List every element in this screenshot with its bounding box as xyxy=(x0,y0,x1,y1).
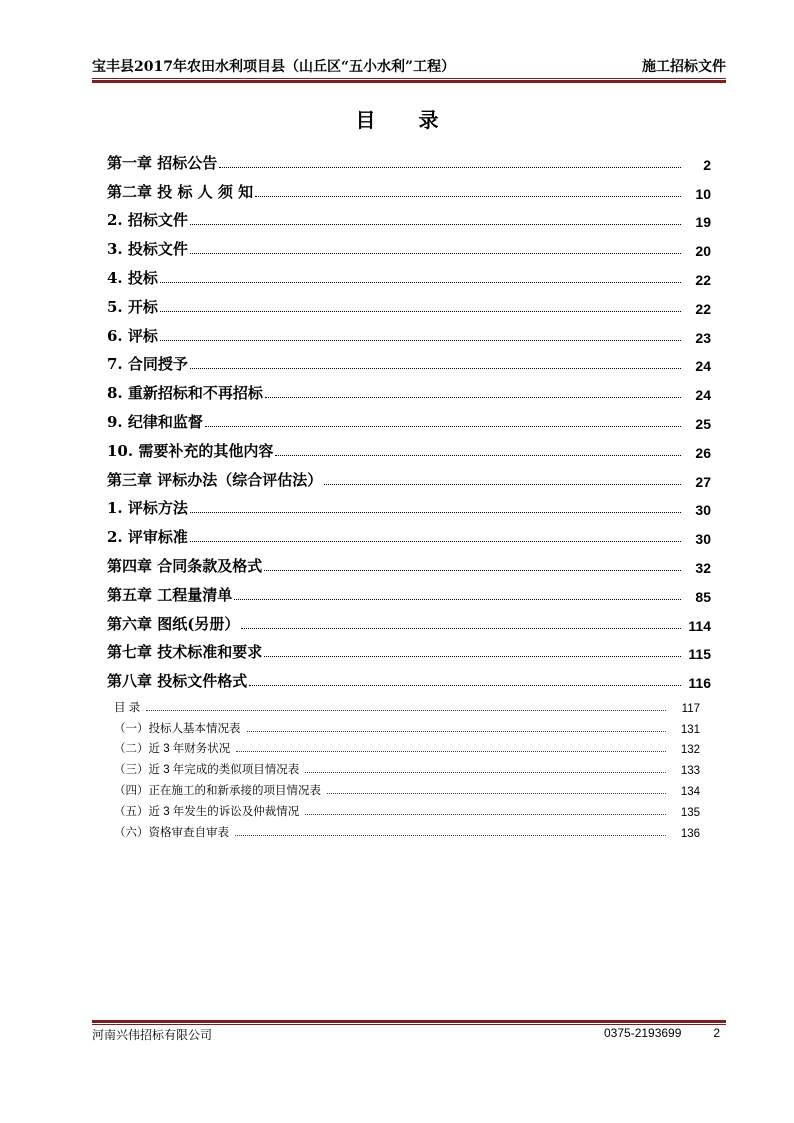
toc-entry-page: 25 xyxy=(695,415,711,432)
dot-leader xyxy=(324,484,681,485)
toc-entry[interactable] xyxy=(107,662,711,691)
toc-entry-label: 4. 投标 xyxy=(107,268,158,287)
toc-entry-page: 24 xyxy=(695,358,711,375)
dot-leader xyxy=(305,772,666,773)
toc-sub-entry[interactable] xyxy=(114,715,700,736)
toc-entry-label: （五）近 3 年发生的诉讼及仲裁情况 xyxy=(114,805,300,818)
header-rule-thin xyxy=(92,78,726,79)
dot-leader xyxy=(247,731,667,732)
toc-entry[interactable] xyxy=(107,317,711,346)
toc-entry-label: 第四章 合同条款及格式 xyxy=(107,556,263,575)
dot-leader xyxy=(205,426,681,427)
toc-entry[interactable] xyxy=(107,346,711,375)
dot-leader xyxy=(160,311,681,312)
toc-entry[interactable] xyxy=(107,547,711,576)
toc-sub-entry[interactable] xyxy=(114,819,700,840)
toc-entry-page: 136 xyxy=(680,827,700,840)
dot-leader xyxy=(190,512,681,513)
document-type: 施工招标文件 xyxy=(642,59,726,75)
dot-leader xyxy=(160,340,681,341)
toc-entry-label: 8. 重新招标和不再招标 xyxy=(107,384,263,403)
toc-entry-page: 135 xyxy=(680,806,700,819)
toc-entry-label: （一）投标人基本情况表 xyxy=(114,722,241,735)
dot-leader xyxy=(249,685,681,686)
dot-leader xyxy=(255,196,681,197)
toc-entry-page: 22 xyxy=(695,271,711,288)
toc-entry-label: 7. 合同授予 xyxy=(107,355,188,374)
dot-leader xyxy=(235,835,666,836)
toc-entry-page: 24 xyxy=(695,387,711,404)
toc-entry[interactable] xyxy=(107,173,711,202)
toc-entry[interactable] xyxy=(107,461,711,490)
dot-leader xyxy=(241,628,681,629)
toc-sub-entry[interactable] xyxy=(114,694,700,715)
dot-leader xyxy=(327,793,666,794)
toc-entry-label: 1. 评标方法 xyxy=(107,499,188,518)
dot-leader xyxy=(160,282,681,283)
dot-leader xyxy=(264,656,681,657)
toc-entry[interactable] xyxy=(107,432,711,461)
dot-leader xyxy=(190,368,681,369)
dot-leader xyxy=(236,751,666,752)
page-footer xyxy=(92,1026,726,1044)
toc-entry-label: 2. 招标文件 xyxy=(107,211,188,230)
toc-entry-label: （二）近 3 年财务状况 xyxy=(114,743,231,756)
toc-entry[interactable] xyxy=(107,605,711,634)
toc-entry-label: （三）近 3 年完成的类似项目情况表 xyxy=(114,764,300,777)
dot-leader xyxy=(265,397,681,398)
toc-entry-label: 第二章 投 标 人 须 知 xyxy=(107,182,254,201)
toc-entry-label: 第七章 技术标准和要求 xyxy=(107,643,263,662)
toc-entry-label: （六）资格审查自审表 xyxy=(114,826,229,839)
dot-leader xyxy=(146,710,666,711)
dot-leader xyxy=(190,253,681,254)
toc-entry[interactable] xyxy=(107,230,711,259)
toc-entry-label: 3. 投标文件 xyxy=(107,240,188,259)
toc-sub-entry[interactable] xyxy=(114,756,700,777)
footer-phone: 0375-2193699 xyxy=(604,1026,682,1040)
toc-main-list xyxy=(107,144,711,691)
toc-entry[interactable] xyxy=(107,490,711,519)
toc-entry-page: 115 xyxy=(688,646,711,663)
toc-entry[interactable] xyxy=(107,259,711,288)
toc-entry-page: 132 xyxy=(680,744,700,757)
toc-entry-label: 第六章 图纸(另册） xyxy=(107,614,240,633)
toc-entry[interactable] xyxy=(107,576,711,605)
toc-sub-entry[interactable] xyxy=(114,736,700,757)
toc-entry-page: 117 xyxy=(681,702,700,715)
page-header xyxy=(92,56,726,78)
toc-sub-entry[interactable] xyxy=(114,798,700,819)
toc-entry-label: 目 录 xyxy=(114,701,141,714)
footer-page-number: 2 xyxy=(713,1026,720,1040)
toc-entry-page: 116 xyxy=(688,675,711,692)
toc-sub-list xyxy=(114,694,700,840)
toc-entry[interactable] xyxy=(107,288,711,317)
toc-entry[interactable] xyxy=(107,518,711,547)
footer-rule-thick xyxy=(92,1020,726,1023)
dot-leader xyxy=(190,224,681,225)
toc-sub-entry[interactable] xyxy=(114,777,700,798)
toc-entry-page: 30 xyxy=(695,502,711,519)
toc-entry-page: 85 xyxy=(695,588,711,605)
toc-entry-label: 5. 开标 xyxy=(107,297,158,316)
dot-leader xyxy=(190,541,681,542)
toc-entry-page: 20 xyxy=(695,243,711,260)
toc-entry-page: 22 xyxy=(695,300,711,317)
toc-entry-label: 第五章 工程量清单 xyxy=(107,585,233,604)
toc-entry[interactable] xyxy=(107,202,711,231)
toc-entry-page: 2 xyxy=(703,156,711,173)
project-title: 宝丰县2017年农田水利项目县（山丘区“五小水利”工程） xyxy=(92,59,456,75)
toc-entry-page: 26 xyxy=(695,444,711,461)
dot-leader xyxy=(234,599,681,600)
toc-entry-label: 第八章 投标文件格式 xyxy=(107,672,248,691)
toc-entry-page: 131 xyxy=(680,723,700,736)
toc-entry-label: 2. 评审标准 xyxy=(107,528,188,547)
toc-entry-page: 133 xyxy=(680,765,700,778)
toc-entry-page: 134 xyxy=(680,785,700,798)
toc-title: 目 录 xyxy=(355,108,457,132)
toc-entry-page: 27 xyxy=(695,473,711,490)
dot-leader xyxy=(275,455,681,456)
toc-entry-page: 32 xyxy=(695,559,711,576)
toc-entry-label: （四）正在施工的和新承接的项目情况表 xyxy=(114,784,321,797)
toc-entry-page: 114 xyxy=(688,617,711,634)
toc-entry[interactable] xyxy=(107,634,711,663)
dot-leader xyxy=(264,570,681,571)
toc-entry[interactable] xyxy=(107,144,711,173)
toc-entry-page: 23 xyxy=(695,329,711,346)
toc-entry[interactable] xyxy=(107,403,711,432)
toc-entry-label: 6. 评标 xyxy=(107,326,158,345)
footer-rule-thin xyxy=(92,1024,726,1025)
dot-leader xyxy=(305,814,666,815)
dot-leader xyxy=(219,167,681,168)
toc-entry[interactable] xyxy=(107,374,711,403)
header-rule-thick xyxy=(92,80,726,83)
toc-entry-page: 10 xyxy=(695,185,711,202)
toc-entry-label: 9. 纪律和监督 xyxy=(107,412,203,431)
toc-entry-label: 第一章 招标公告 xyxy=(107,153,218,172)
toc-entry-page: 19 xyxy=(695,214,711,231)
toc-entry-label: 10. 需要补充的其他内容 xyxy=(107,441,274,460)
toc-entry-label: 第三章 评标办法（综合评估法） xyxy=(107,470,323,489)
toc-entry-page: 30 xyxy=(695,531,711,548)
footer-company: 河南兴伟招标有限公司 xyxy=(92,1028,213,1042)
